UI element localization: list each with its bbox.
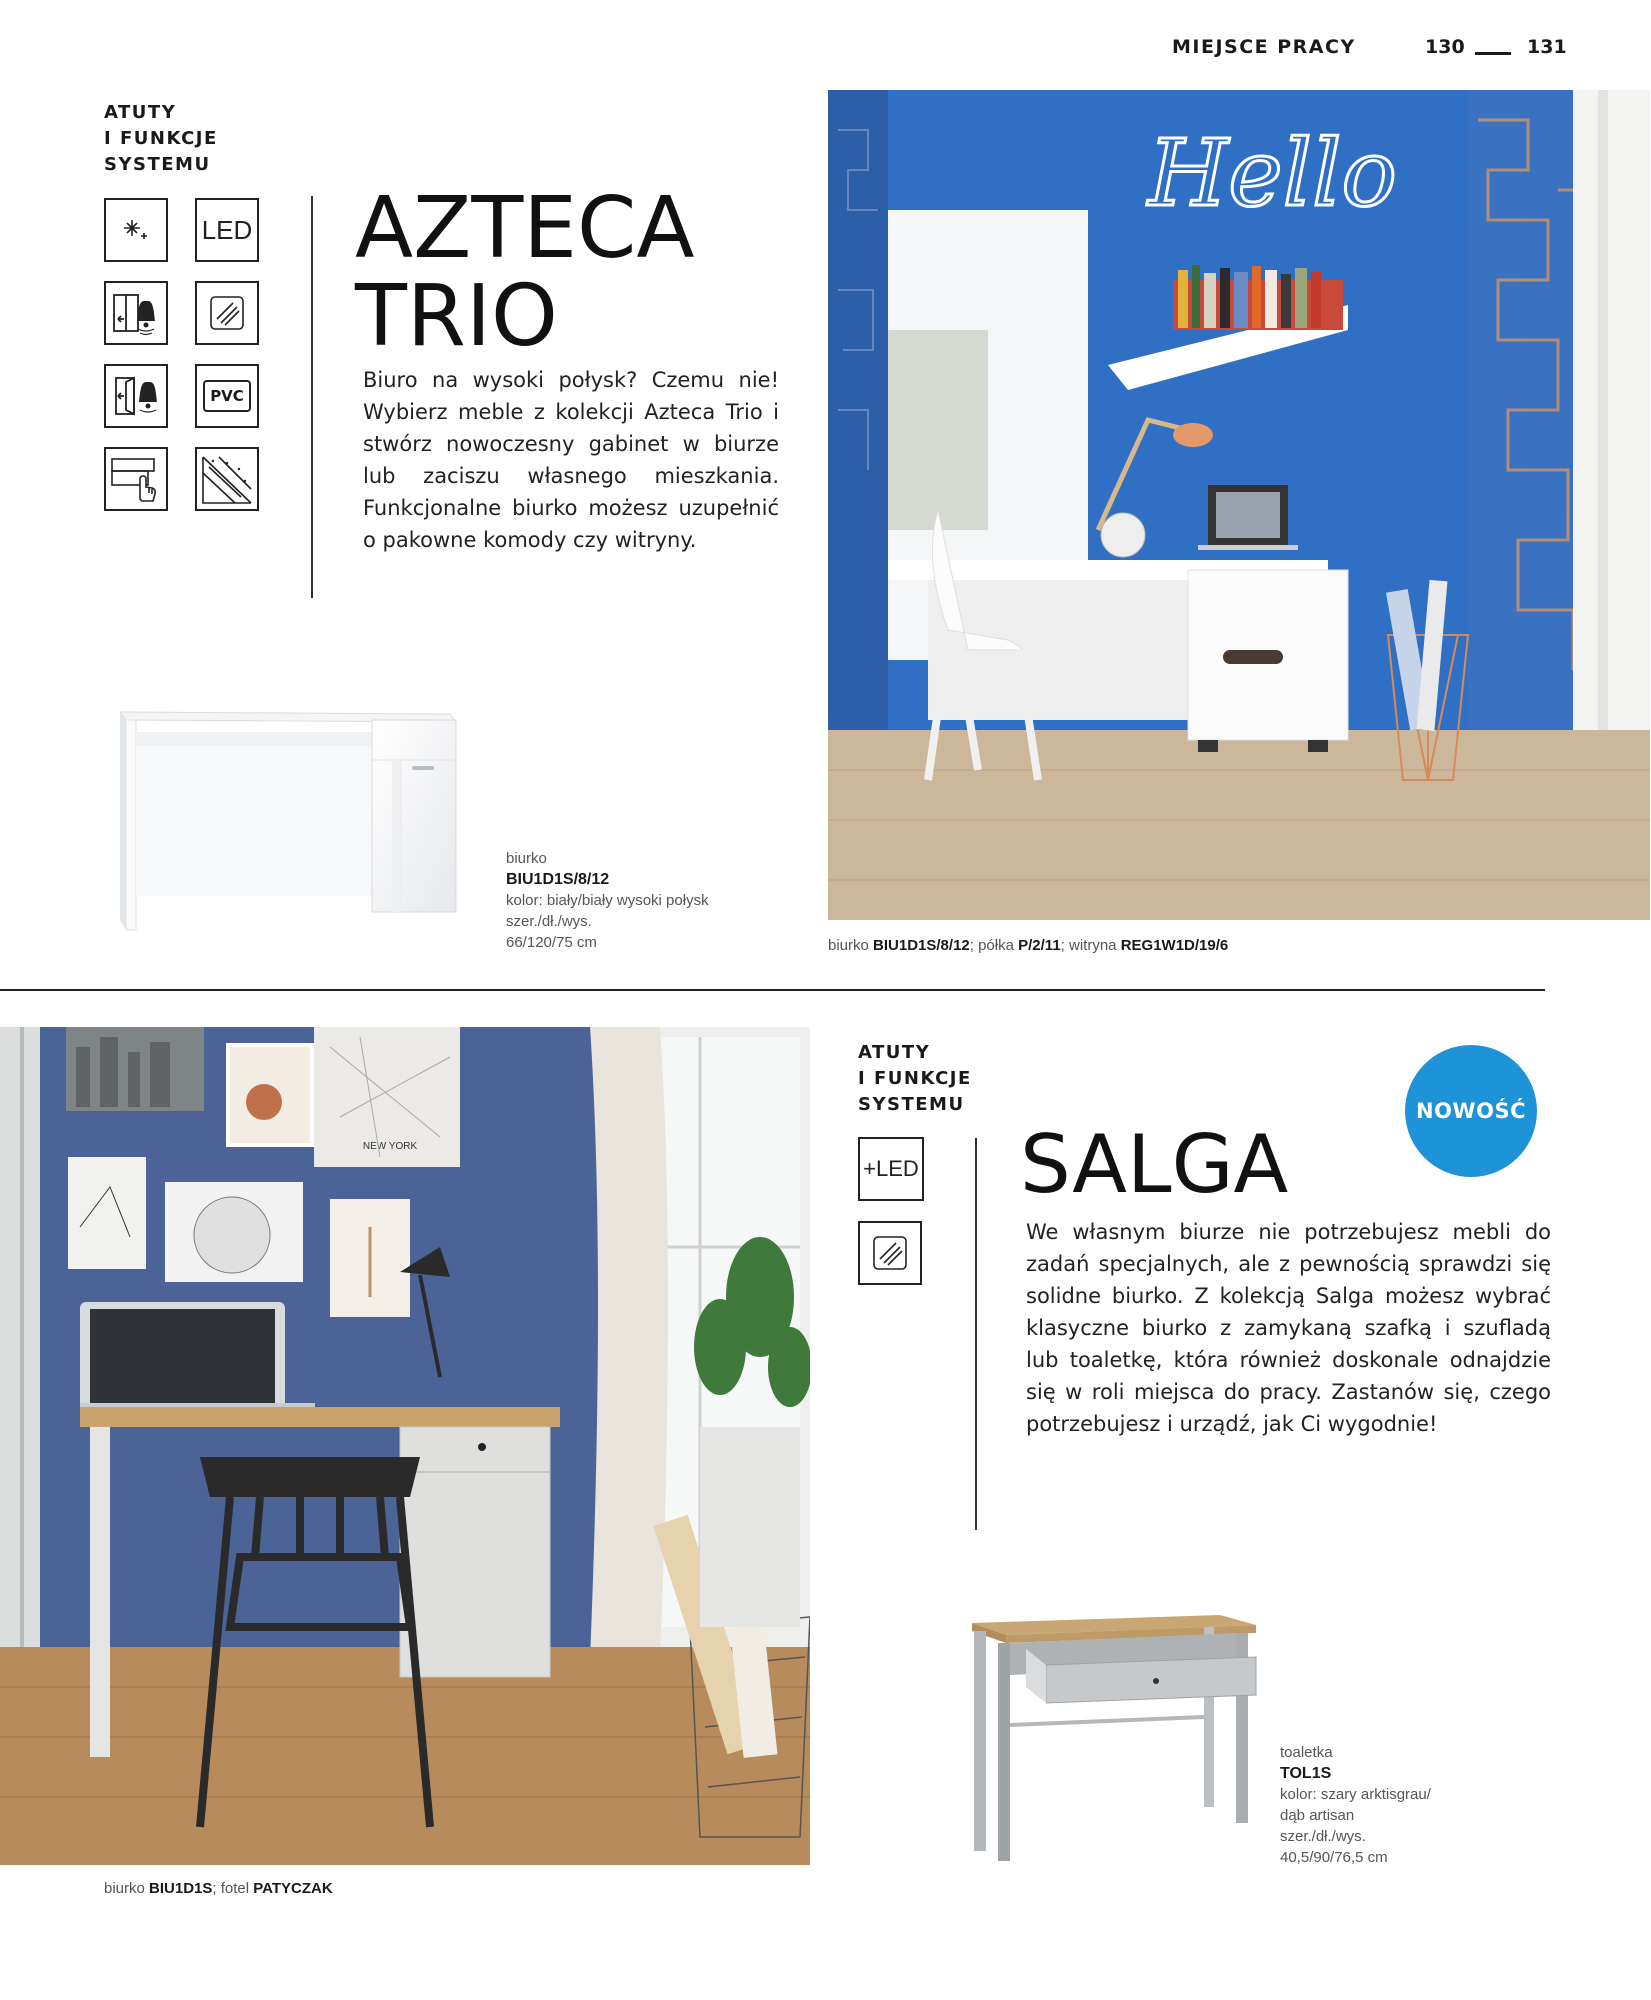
push-to-open-icon — [104, 447, 168, 511]
collection-description: We własnym biurze nie potrzebujesz mebli do zadań specjalnych, ale z pewnością sprawdzi się solidne biurko. Z kolekcją Salga możesz wybrać klasyczne biurko z zamykaną szafką i szufladą lub toaletkę, która również doskonale odnajdzie się w roli miejsca do pracy. Zastanów się, czego potrzebujesz i urządź, jak Ci wygodnie! — [1026, 1220, 1551, 1436]
soft-close-drawer-icon — [104, 281, 168, 345]
section-divider — [975, 1138, 977, 1530]
caption-text: ; fotel — [212, 1880, 254, 1897]
caption-code: PATYCZAK — [253, 1880, 333, 1897]
product-dims: 40,5/90/76,5 cm — [1280, 1849, 1388, 1866]
caption-text: biurko — [828, 937, 874, 954]
neon-sign: Hello — [1148, 120, 1397, 227]
high-gloss-icon — [195, 447, 259, 511]
product-dims-label: szer./dł./wys. — [506, 913, 592, 930]
product-type: biurko — [506, 850, 547, 867]
soft-close-door-icon — [104, 364, 168, 428]
section-separator — [0, 989, 1545, 991]
poster-label: NEW YORK — [362, 1141, 418, 1152]
section-title: MIEJSCE PRACY — [1172, 36, 1356, 58]
caption-text: biurko — [104, 1880, 150, 1897]
pvc-label: PVC — [203, 380, 251, 412]
led-label: LED — [201, 214, 253, 245]
salga-features-heading — [858, 1040, 972, 1118]
salga-photo-caption — [104, 1878, 333, 1899]
caption-code: BIU1D1S/8/12 — [873, 937, 970, 954]
caption-code: P/2/11 — [1018, 937, 1061, 954]
azteca-photo-caption — [828, 935, 1228, 956]
heading-line: SYSTEMU — [104, 154, 211, 175]
heading-line: I FUNKCJE — [858, 1068, 972, 1089]
product-dims-label: szer./dł./wys. — [1280, 1828, 1366, 1845]
page-number-right: 131 — [1527, 36, 1567, 58]
caption-text: ; witryna — [1060, 937, 1121, 954]
led-plus-label: +LED — [863, 1156, 919, 1181]
sparkle-icon — [104, 198, 168, 262]
caption-text: ; półka — [969, 937, 1019, 954]
caption-code: BIU1D1S — [149, 1880, 213, 1897]
product-dims: 66/120/75 cm — [506, 934, 597, 951]
product-color-cont: dąb artisan — [1280, 1807, 1355, 1824]
collection-description: Biuro na wysoki połysk? Czemu nie! Wybierz meble z kolekcji Azteca Trio i stwórz nowoczesny gabinet w biurze lub zaciszu własnego mieszkania. Funkcjonalne biurko możesz uzupełnić o pakowne komody czy witryny. — [363, 368, 779, 552]
product-type: toaletka — [1280, 1744, 1333, 1761]
led-icon — [195, 198, 259, 262]
caption-code: REG1W1D/19/6 — [1120, 937, 1229, 954]
pvc-edge-icon — [195, 364, 259, 428]
heading-line: ATUTY — [858, 1042, 931, 1063]
dressing-table-product-image — [966, 1605, 1266, 1865]
product-color: kolor: biały/biały wysoki połysk — [506, 892, 709, 909]
collection-title: SALGA — [1020, 1118, 1289, 1211]
heading-line: SYSTEMU — [858, 1094, 965, 1115]
azteca-features-heading — [104, 100, 218, 178]
product-code: BIU1D1S/8/12 — [506, 871, 610, 888]
product-color: kolor: szary arktisgrau/ — [1280, 1786, 1431, 1803]
collection-title-line1: AZTECA — [355, 179, 695, 278]
led-plus-icon — [858, 1137, 924, 1201]
section-divider — [311, 196, 313, 598]
new-badge: NOWOŚĆ — [1405, 1045, 1537, 1177]
desk-product-image — [110, 700, 470, 940]
heading-line: I FUNKCJE — [104, 128, 218, 149]
glass-panel-icon — [858, 1221, 922, 1285]
salga-product-caption — [1280, 1742, 1520, 1868]
page-number-left: 130 — [1425, 36, 1465, 58]
heading-line: ATUTY — [104, 102, 177, 123]
azteca-room-photo — [828, 90, 1650, 920]
collection-title-line2: TRIO — [355, 267, 558, 366]
product-code: TOL1S — [1280, 1765, 1332, 1782]
azteca-product-caption — [506, 848, 766, 953]
salga-room-photo — [0, 1027, 810, 1865]
glass-panel-icon — [195, 281, 259, 345]
page-number-divider — [1475, 52, 1511, 55]
